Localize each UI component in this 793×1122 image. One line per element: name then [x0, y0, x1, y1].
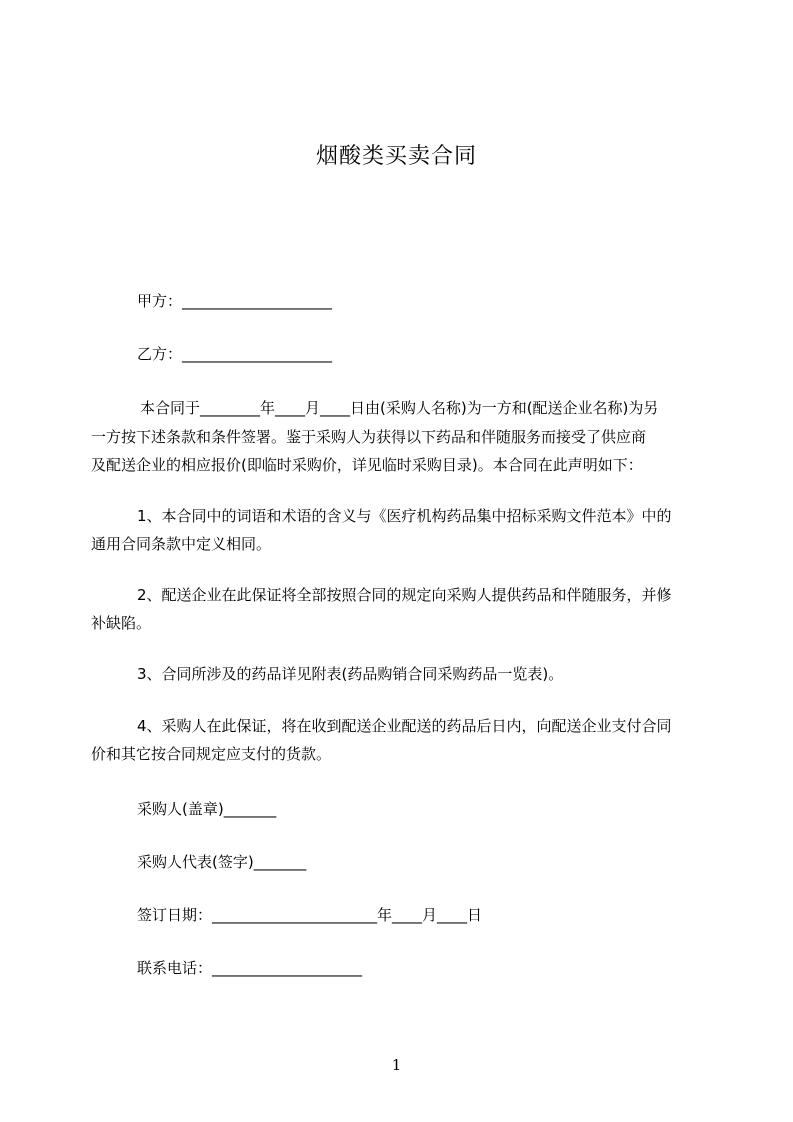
- clause-4-line: 4、采购人在此保证，将在收到配送企业配送的药品后日内，向配送企业支付合同: [137, 717, 672, 735]
- clause-2-line: 补缺陷。: [91, 614, 152, 632]
- page-number: 1: [391, 1056, 402, 1074]
- clause-3: 3、合同所涉及的药品详见附表(药品购销合同采购药品一览表)。: [137, 665, 564, 683]
- clause-4-line: 价和其它按合同规定应支付的货款。: [91, 745, 332, 763]
- purchaser-representative-line: 采购人代表(签字)_______: [137, 853, 307, 871]
- intro-line: 及配送企业的相应报价(即临时采购价，详见临时采购目录)。本合同在此声明如下：: [91, 456, 643, 474]
- intro-line: 本合同于________年____月____日由(采购人名称)为一方和(配送企业名称)为另: [140, 399, 659, 417]
- party-a-line: 甲方：____________________: [137, 292, 333, 310]
- clause-2-line: 2、配送企业在此保证将全部按照合同的规定向采购人提供药品和伴随服务，并修: [137, 586, 672, 604]
- purchaser-seal-line: 采购人(盖章)_______: [137, 800, 277, 818]
- document-title: 烟酸类买卖合同: [315, 144, 477, 169]
- intro-line: 一方按下述条款和条件签署。鉴于采购人为获得以下药品和伴随服务而接受了供应商: [91, 428, 647, 446]
- clause-1-line: 通用合同条款中定义相同。: [91, 535, 272, 553]
- party-b-line: 乙方：____________________: [137, 345, 333, 363]
- clause-1-line: 1、本合同中的词语和术语的含义与《医疗机构药品集中招标采购文件范本》中的: [137, 507, 672, 525]
- sign-date-line: 签订日期：______________________年____月____日: [137, 906, 483, 924]
- contact-phone-line: 联系电话：____________________: [137, 959, 363, 977]
